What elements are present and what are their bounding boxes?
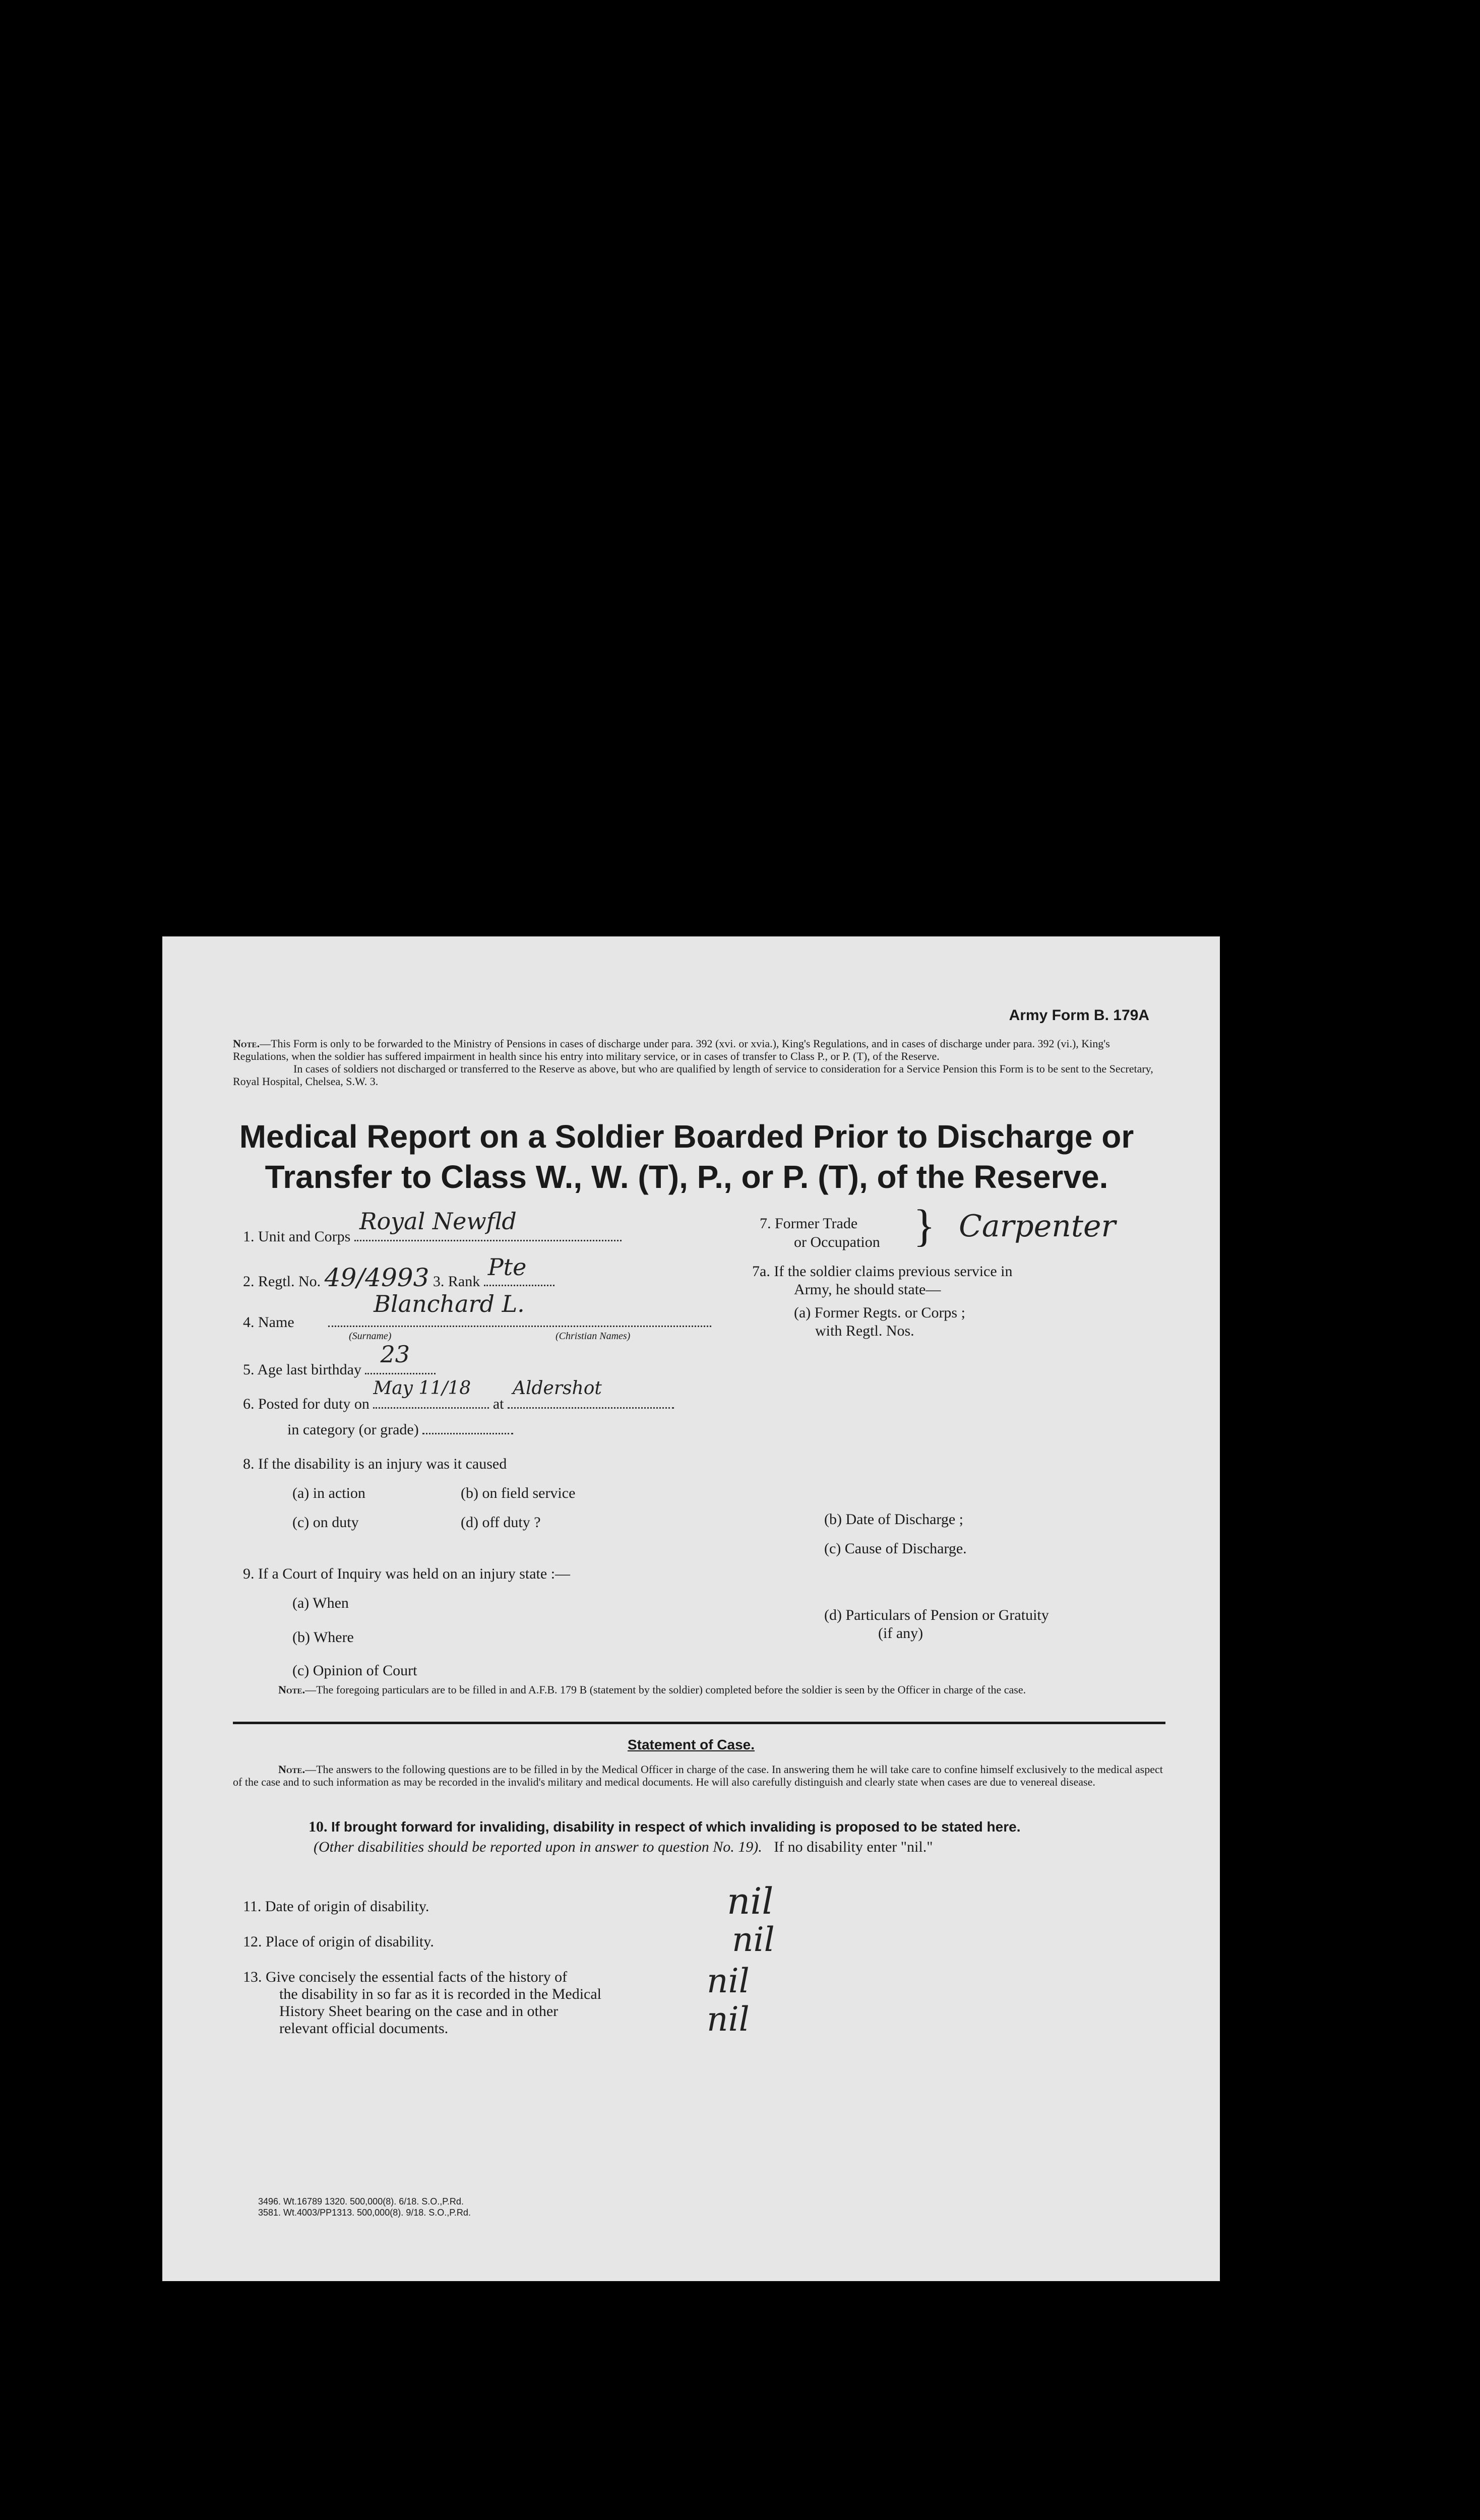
army-form-number: Army Form B. 179A	[1009, 1007, 1149, 1024]
q2-regtl-no	[243, 1253, 554, 1292]
q7a-c: (c) Cause of Discharge.	[824, 1540, 967, 1557]
posted-date-field	[373, 1378, 489, 1409]
nil-handwriting-4: nil	[707, 2000, 750, 2039]
nil-handwriting-1: nil	[727, 1880, 774, 1922]
q6-category	[287, 1418, 513, 1438]
print-code-2: 3581. Wt.4003/PP1313. 500,000(8). 9/18. S.O.,P.Rd.	[258, 2208, 471, 2218]
q7a-a-line-2: with Regtl. Nos.	[815, 1322, 914, 1339]
note-4-text: —The answers to the following questions are to be filled in by the Medical Officer in charge of the case. In answering them he will take care to confine himself exclusively to the medical aspect of the case and to such information as may be recorded in the invalid's military and medical documents. He will also carefully distinguish and clearly state when cases are due to venereal disease.	[233, 1763, 1163, 1788]
q8-b: (b) on field service	[461, 1485, 576, 1501]
rank-handwriting: Pte	[487, 1253, 527, 1281]
q13-line-1: 13. Give concisely the essential facts of the history of	[243, 1969, 568, 1985]
q1-unit-corps	[243, 1208, 622, 1245]
q7-occupation: or Occupation	[794, 1234, 880, 1250]
q5-label: 5. Age last birthday	[243, 1361, 361, 1378]
rank-field	[484, 1253, 554, 1286]
note-3-text: —The foregoing particulars are to be filled in and A.F.B. 179 B (statement by the soldier) completed before the soldier is seen by the Officer in charge of the case.	[305, 1683, 1026, 1696]
q7a-d-line-2: (if any)	[878, 1625, 923, 1642]
q4-name	[243, 1290, 711, 1331]
q12: 12. Place of origin of disability.	[243, 1933, 434, 1950]
posted-at-field	[508, 1378, 674, 1409]
q3-rank-label: 3. Rank	[433, 1273, 480, 1290]
q4-label: 4. Name	[243, 1314, 294, 1331]
regtl-no-handwriting-2: 4993	[365, 1263, 429, 1292]
unit-field	[354, 1208, 622, 1241]
q10-sub-text: (Other disabilities should be reported upon in answer to question No. 19).	[314, 1839, 762, 1855]
christian-names-caption: (Christian Names)	[556, 1331, 631, 1342]
surname-caption: (Surname)	[349, 1331, 392, 1342]
medical-report-form	[162, 936, 1220, 2281]
q13-line-4: relevant official documents.	[279, 2020, 449, 2037]
print-code-1: 3496. Wt.16789 1320. 500,000(8). 6/18. S.O.,P.Rd.	[258, 2196, 464, 2207]
q10-sub	[314, 1839, 933, 1856]
trade-handwriting: Carpenter	[959, 1209, 1116, 1244]
name-field	[328, 1290, 711, 1327]
q7a-b: (b) Date of Discharge ;	[824, 1511, 964, 1528]
q13-line-3: History Sheet bearing on the case and in other	[279, 2003, 559, 2020]
regtl-no-handwriting: 49/	[324, 1263, 365, 1292]
q1-label: 1. Unit and Corps	[243, 1228, 351, 1245]
form-title-line-1: Medical Report on a Soldier Boarded Prior to Discharge or	[239, 1118, 1134, 1155]
q5-age	[243, 1341, 436, 1378]
name-handwriting: Blanchard L.	[374, 1290, 525, 1317]
q10-text: If brought forward for invaliding, disability in respect of which invaliding is proposed to be stated here.	[331, 1819, 1021, 1835]
unit-handwriting: Royal Newfld	[359, 1208, 517, 1235]
q9-a: (a) When	[292, 1595, 349, 1611]
posted-date-handwriting: May 11/18	[373, 1378, 471, 1399]
nil-handwriting-2: nil	[732, 1920, 775, 1959]
brace: }	[913, 1201, 936, 1251]
statement-heading	[162, 1737, 1220, 1753]
form-note	[233, 1037, 1165, 1088]
q2-label: 2. Regtl. No.	[243, 1273, 321, 1290]
q8-a: (a) in action	[292, 1485, 365, 1501]
q10-nil-text: If no disability enter "nil."	[774, 1839, 933, 1855]
note-3	[233, 1683, 1165, 1696]
statement-title: Statement of Case.	[627, 1737, 755, 1752]
q9-c: (c) Opinion of Court	[292, 1662, 417, 1679]
age-handwriting: 23	[380, 1341, 410, 1368]
q6-posted	[243, 1378, 674, 1413]
category-field	[422, 1418, 513, 1434]
q7a-line-2: Army, he should state—	[794, 1281, 941, 1298]
q8-c: (c) on duty	[292, 1514, 359, 1531]
q8: 8. If the disability is an injury was it caused	[243, 1456, 507, 1472]
q6-label: 6. Posted for duty on	[243, 1396, 369, 1412]
form-title-line-2: Transfer to Class W., W. (T), P., or P. (T), of the Reserve.	[265, 1159, 1108, 1195]
nil-handwriting-3: nil	[707, 1962, 750, 2000]
note-3-label: Note.	[278, 1683, 305, 1696]
note-text: —This Form is only to be forwarded to the Ministry of Pensions in cases of discharge under para. 392 (xvi. or xvia.), King's Regulations, and in cases of discharge under para. 392 (vi.), King's Regulations, when the soldier has suffered impairment in health since his entry into military service, or in cases of transfer to Class P., or P. (T), of the Reserve.	[233, 1037, 1110, 1062]
q9-b: (b) Where	[292, 1629, 354, 1646]
q10	[309, 1818, 1020, 1836]
q11: 11. Date of origin of disability.	[243, 1898, 429, 1915]
note-text-2: In cases of soldiers not discharged or transferred to the Reserve as above, but who are qualified by length of service to consideration for a Service Pension this Form is to be sent to the Secretary, Royal Hospital, Chelsea, S.W. 3.	[233, 1062, 1153, 1088]
q9: 9. If a Court of Inquiry was held on an injury state :—	[243, 1565, 571, 1582]
q6-at-label: at	[492, 1396, 504, 1412]
q6-category-label: in category (or grade)	[287, 1421, 419, 1438]
note-label: Note.	[233, 1037, 260, 1050]
q7a-d-line-1: (d) Particulars of Pension or Gratuity	[824, 1607, 1049, 1623]
note-4	[233, 1763, 1165, 1788]
q7-trade: 7. Former Trade	[760, 1215, 858, 1232]
q8-d: (d) off duty ?	[461, 1514, 541, 1531]
q7a-line-1: 7a. If the soldier claims previous service in	[752, 1263, 1013, 1280]
q7a-a-line-1: (a) Former Regts. or Corps ;	[794, 1304, 965, 1321]
posted-at-handwriting: Aldershot	[512, 1378, 602, 1399]
note-4-label: Note.	[278, 1763, 305, 1776]
q13-line-2: the disability in so far as it is recorded in the Medical	[279, 1986, 601, 2002]
age-field	[365, 1341, 436, 1374]
q10-number: 10.	[309, 1818, 328, 1835]
section-divider	[233, 1722, 1165, 1724]
